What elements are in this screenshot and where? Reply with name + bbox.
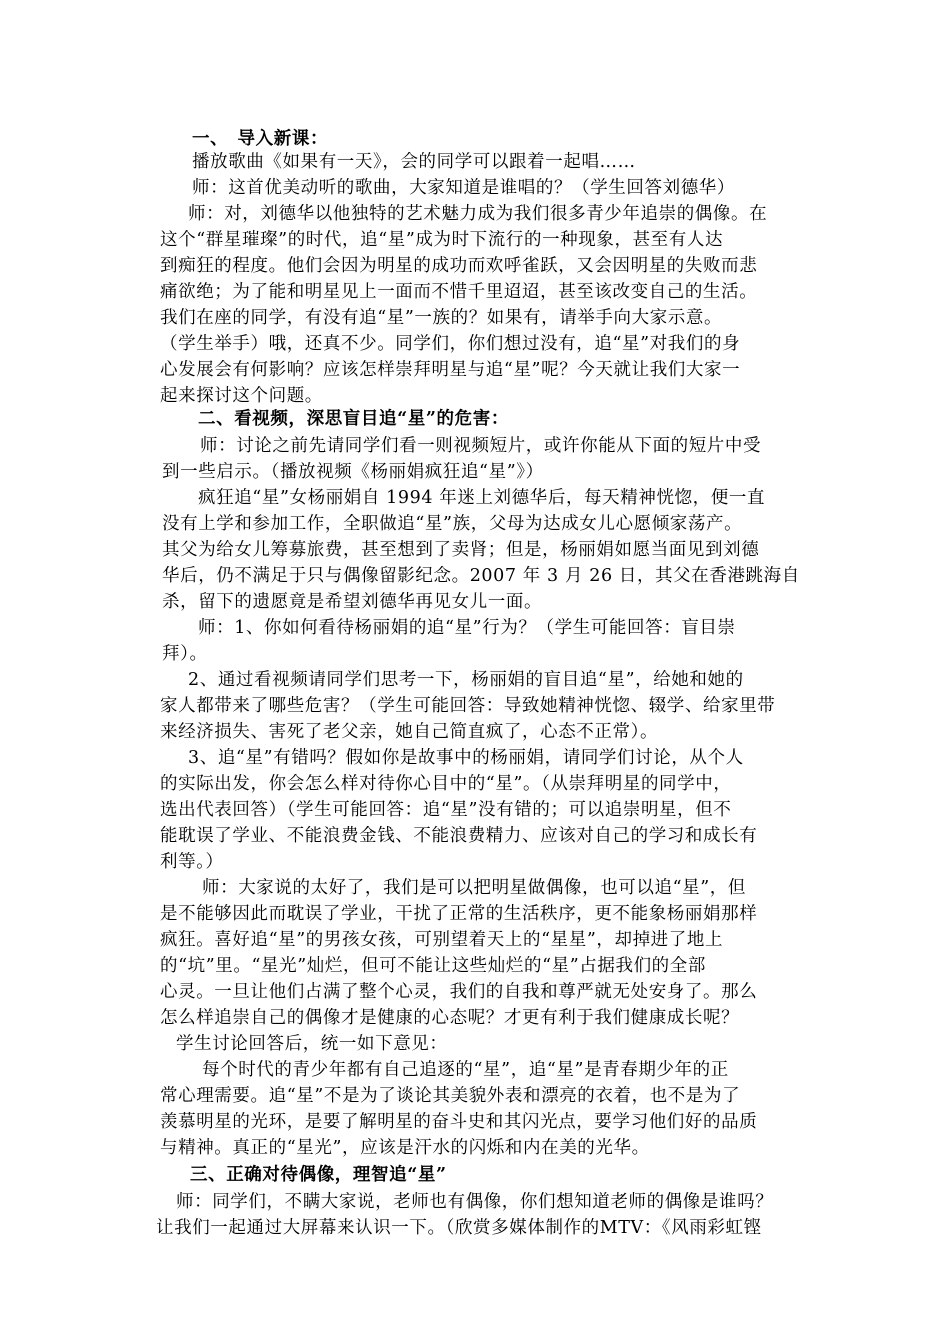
paragraph-line: 选出代表回答）（学生可能回答：追“星”没有错的；可以追崇明星，但不	[160, 800, 732, 820]
paragraph-line: 到一些启示。（播放视频《杨丽娟疯狂追“星”》）	[162, 462, 544, 482]
paragraph-line: 怎么样追崇自己的偶像才是健康的心态呢？才更有利于我们健康成长呢？	[160, 1008, 740, 1028]
paragraph-line: 能耽误了学业、不能浪费金钱、不能浪费精力、应该对自己的学习和成长有	[160, 826, 758, 846]
paragraph-line: 学生讨论回答后，统一如下意见：	[176, 1034, 448, 1054]
paragraph-line: 心灵。一旦让他们占满了整个心灵，我们的自我和尊严就无处安身了。那么	[160, 982, 758, 1002]
paragraph-line: 师：1、你如何看待杨丽娟的追“星”行为？（学生可能回答：盲目崇	[198, 618, 736, 638]
paragraph-line: 这个“群星璀璨”的时代，追“星”成为时下流行的一种现象，甚至有人达	[160, 230, 724, 250]
paragraph-line: 每个时代的青少年都有自己追逐的“星”，追“星”是青春期少年的正	[202, 1060, 729, 1080]
paragraph-line: 利等。）	[160, 852, 224, 872]
paragraph-line: 疯狂追“星”女杨丽娟自 1994 年迷上刘德华后，每天精神恍惚，便一直	[198, 488, 766, 508]
paragraph-line: 到痴狂的程度。他们会因为明星的成功而欢呼雀跃，又会因明星的失败而悲	[160, 256, 758, 276]
paragraph-line: 师：同学们，不瞒大家说，老师也有偶像，你们想知道老师的偶像是谁吗？	[176, 1192, 774, 1212]
paragraph-line: 与精神。真正的“星光”，应该是汗水的闪烁和内在美的光华。	[160, 1138, 650, 1158]
paragraph-line: 家人都带来了哪些危害？（学生可能回答：导致她精神恍惚、辍学、给家里带	[160, 696, 776, 716]
paragraph-line: 拜）。	[162, 644, 208, 664]
paragraph-line: 师：大家说的太好了，我们是可以把明星做偶像，也可以追“星”，但	[202, 878, 746, 898]
paragraph-line: 来经济损失、害死了老父亲，她自己简直疯了，心态不正常）。	[160, 722, 659, 742]
paragraph-line: （学生举手）哦，还真不少。同学们，你们想过没有，追“星”对我们的身	[160, 334, 741, 354]
paragraph-line: 播放歌曲《如果有一天》，会的同学可以跟着一起唱……	[192, 152, 636, 172]
paragraph-line: 是不能够因此而耽误了学业，干扰了正常的生活秩序，更不能象杨丽娟那样	[160, 904, 758, 924]
paragraph-line: 没有上学和参加工作，全职做追“星”族，父母为达成女儿心愿倾家荡产。	[162, 514, 743, 534]
paragraph-line: 师：对，刘德华以他独特的艺术魅力成为我们很多青少年追崇的偶像。在	[188, 204, 768, 224]
paragraph-line: 让我们一起通过大屏幕来认识一下。（欣赏多媒体制作的MTV：《风雨彩虹铿	[156, 1218, 762, 1238]
paragraph-line: 2、通过看视频请同学们思考一下，杨丽娟的盲目追“星”，给她和她的	[188, 670, 744, 690]
paragraph-line: 疯狂。喜好追“星”的男孩女孩，可别望着天上的“星星”，却掉进了地上	[160, 930, 724, 950]
heading-section-2: 二、看视频，深思盲目追“星”的危害：	[198, 409, 509, 429]
paragraph-line: 师：这首优美动听的歌曲，大家知道是谁唱的？（学生回答刘德华）	[192, 178, 735, 198]
paragraph-line: 起来探讨这个问题。	[160, 386, 323, 406]
paragraph-line: 的“坑”里。“星光”灿烂，但可不能让这些灿烂的“星”占据我们的全部	[160, 956, 706, 976]
heading-section-3: 三、正确对待偶像，理智追“星”	[190, 1165, 447, 1185]
paragraph-line: 羡慕明星的光环，是要了解明星的奋斗史和其闪光点，要学习他们好的品质	[160, 1112, 758, 1132]
paragraph-line: 的实际出发，你会怎么样对待你心目中的“星”。（从崇拜明星的同学中，	[160, 774, 732, 794]
paragraph-line: 常心理需要。追“星”不是为了谈论其美貌外表和漂亮的衣着，也不是为了	[160, 1086, 741, 1106]
paragraph-line: 杀，留下的遗愿竟是希望刘德华再见女儿一面。	[162, 592, 543, 612]
paragraph-line: 师：讨论之前先请同学们看一则视频短片，或许你能从下面的短片中受	[200, 436, 762, 456]
paragraph-line: 我们在座的同学，有没有追“星”一族的？如果有，请举手向大家示意。	[160, 308, 723, 328]
paragraph-line: 其父为给女儿筹募旅费，甚至想到了卖肾；但是，杨丽娟如愿当面见到刘德	[162, 540, 760, 560]
paragraph-line: 华后，仍不满足于只与偶像留影纪念。2007 年 3 月 26 日，其父在香港跳海自	[162, 566, 800, 586]
paragraph-line: 心发展会有何影响？应该怎样崇拜明星与追“星”呢？今天就让我们大家一	[160, 360, 741, 380]
paragraph-line: 3、追“星”有错吗？假如你是故事中的杨丽娟，请同学们讨论，从个人	[188, 748, 744, 768]
paragraph-line: 痛欲绝；为了能和明星见上一面而不惜千里迢迢，甚至该改变自己的生活。	[160, 282, 758, 302]
heading-section-1: 一、 导入新课：	[192, 129, 329, 149]
